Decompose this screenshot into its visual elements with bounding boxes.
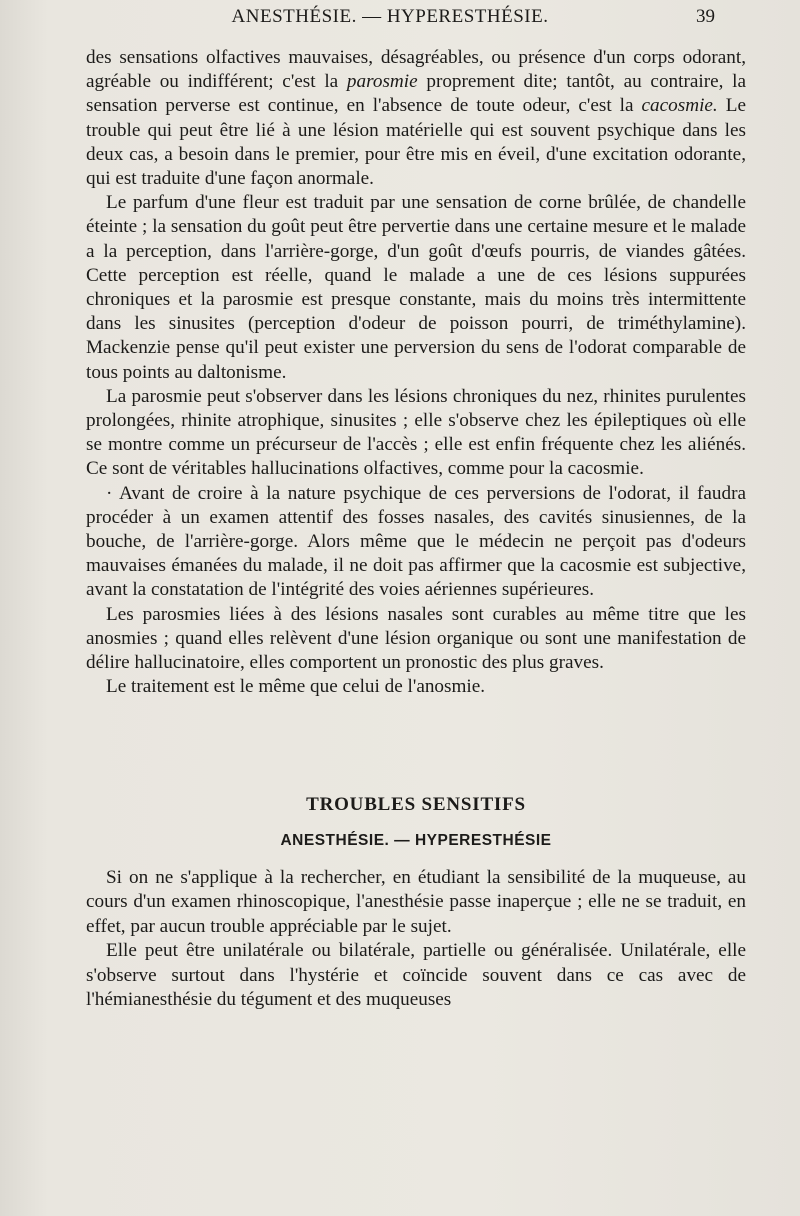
running-head: ANESTHÉSIE. — HYPERESTHÉSIE. bbox=[231, 6, 549, 27]
main-text bbox=[86, 46, 746, 699]
section-subtitle: ANESTHÉSIE. — HYPERESTHÉSIE bbox=[280, 832, 552, 849]
term-cacosmie: cacosmie. bbox=[641, 95, 718, 117]
paragraph: Le traitement est le même que celui de l'anosmie. bbox=[106, 676, 486, 698]
paragraph: La parosmie peut s'observer dans les lésions chroniques du nez, rhinites purulentes prolongées, rhinite atrophique, sinusites ; elle s'observe chez les épileptiques où elle se montre comme un précurseur de l'accès ; elle est enfin fréquente chez les aliénés. Ce sont de véritables hallucinations olfactives, comme pour la cacosmie. bbox=[86, 385, 746, 480]
paragraph: Le parfum d'une fleur est traduit par une sensation de corne brûlée, de chandelle éteinte ; la sensation du goût peut être pervertie dans une certaine mesure et le malade a la perception, dans l'arrière-gorge, d'un goût d'œufs pourris, de viandes gâtées. Cette perception est réelle, quand le malade a une de ces lésions suppurées chroniques et la parosmie est presque constante, mais du moins très intermittente dans les sinusites (perception d'odeur de poisson pourri, de triméthylamine). Mackenzie pense qu'il peut exister une perversion du sens de l'odorat comparable de tous points au daltonisme. bbox=[86, 192, 746, 383]
section-title: TROUBLES SENSITIFS bbox=[306, 794, 526, 815]
paragraph: Les parosmies liées à des lésions nasales sont curables au même titre que les anosmies ; quand elles relèvent d'une lésion organique ou sont une manifestation de délire hallucinatoire, elles comportent un pronostic des plus graves. bbox=[86, 603, 746, 674]
paragraph: des sensations olfactives mauvaises, désagréables, ou présence d'un corps odorant, agréable ou indifférent; c'est la parosmie proprement dite; tantôt, au contraire, la sensation perverse est continue, en l'absence de toute odeur, c'est la cacosmie. Le trouble qui peut être lié à une lésion matérielle qui est souvent psychique dans les deux cas, a besoin dans le premier, pour être mis en éveil, d'une excitation odorante, qui est traduite d'une façon anormale. bbox=[86, 47, 746, 190]
paragraph: · Avant de croire à la nature psychique de ces perversions de l'odorat, il faudra procéder à un examen attentif des fosses nasales, des cavités sinusiennes, de la bouche, de l'arrière-gorge. Alors même que le médecin ne perçoit pas d'odeurs mauvaises émanées du malade, il ne doit pas affirmer que la cacosmie est subjective, avant la constatation de l'intégrité des voies aériennes supérieures. bbox=[86, 482, 746, 601]
section-text bbox=[86, 866, 746, 1012]
paragraph: Si on ne s'applique à la rechercher, en étudiant la sensibilité de la muqueuse, au cours d'un examen rhinoscopique, l'anesthésie passe inaperçue ; elle ne se traduit, en effet, par aucun trouble appréciable par le sujet. bbox=[86, 867, 746, 937]
term-parosmie: parosmie bbox=[346, 71, 418, 93]
page-number: 39 bbox=[696, 6, 715, 27]
paragraph: Elle peut être unilatérale ou bilatérale, partielle ou généralisée. Unilatérale, elle s'observe surtout dans l'hystérie et coïncide souvent dans ce cas avec de l'hémianesthésie du tégument et des muqueuses bbox=[86, 940, 746, 1011]
